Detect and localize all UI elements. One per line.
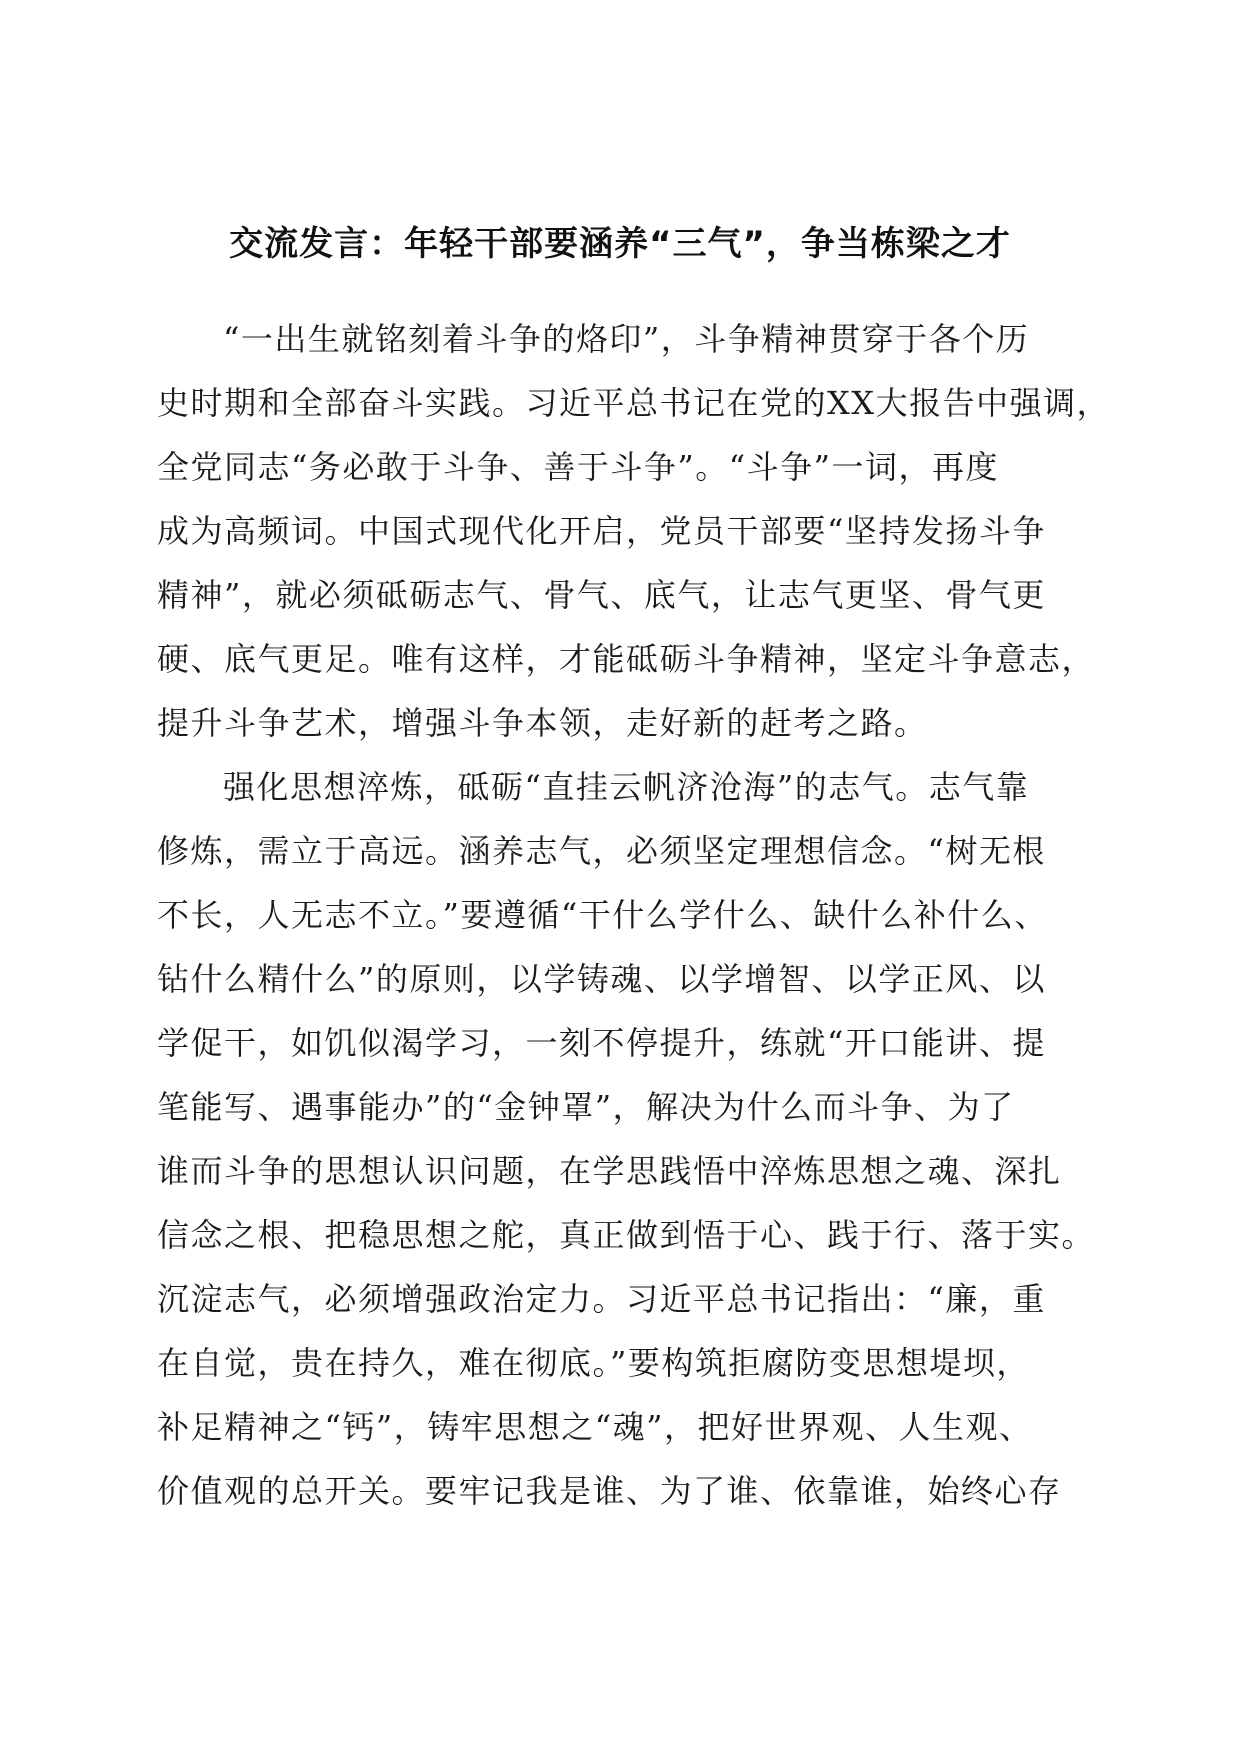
body-line: 不长，人无志不立。”要遵循“干什么学什么、缺什么补什么、 [157,896,1048,934]
body-line: 在自觉，贵在持久，难在彻底。”要构筑拒腐防变思想堤坝， [157,1344,1030,1382]
document-body [157,307,1111,1523]
body-line: 提升斗争艺术，增强斗争本领，走好新的赶考之路。 [157,704,928,742]
document-title: 交流发言：年轻干部要涵养“三气”，争当栋梁之才 [229,224,1011,264]
body-line: 成为高频词。中国式现代化开启，党员干部要“坚持发扬斗争 [157,512,1046,550]
body-line: 全党同志“务必敢于斗争、善于斗争”。“斗争”一词，再度 [157,448,999,486]
body-line: 史时期和全部奋斗实践。习近平总书记在党的XX大报告中强调， [157,384,1111,422]
body-line: 钻什么精什么”的原则，以学铸魂、以学增智、以学正风、以 [157,960,1046,998]
body-line: 修炼，需立于高远。涵养志气，必须坚定理想信念。“树无根 [157,832,1046,870]
body-line: 笔能写、遇事能办”的“金钟罩”，解决为什么而斗争、为了 [157,1088,1015,1126]
body-line: 硬、底气更足。唯有这样，才能砥砺斗争精神，坚定斗争意志， [157,640,1096,678]
body-line: “一出生就铭刻着斗争的烙印”，斗争精神贯穿于各个历 [223,320,1030,358]
body-line: 强化思想淬炼，砥砺“直挂云帆济沧海”的志气。志气靠 [223,768,1030,806]
body-line: 沉淀志气，必须增强政治定力。习近平总书记指出：“廉，重 [157,1280,1046,1318]
body-line: 补足精神之“钙”，铸牢思想之“魂”，把好世界观、人生观、 [157,1408,1033,1446]
body-line: 谁而斗争的思想认识问题，在学思践悟中淬炼思想之魂、深扎 [157,1152,1062,1190]
body-line: 学促干，如饥似渴学习，一刻不停提升，练就“开口能讲、提 [157,1024,1046,1062]
body-line: 价值观的总开关。要牢记我是谁、为了谁、依靠谁，始终心存 [157,1472,1062,1510]
body-line: 精神”，就必须砥砺志气、骨气、底气，让志气更坚、骨气更 [157,576,1046,614]
body-line: 信念之根、把稳思想之舵，真正做到悟于心、践于行、落于实。 [157,1216,1096,1254]
